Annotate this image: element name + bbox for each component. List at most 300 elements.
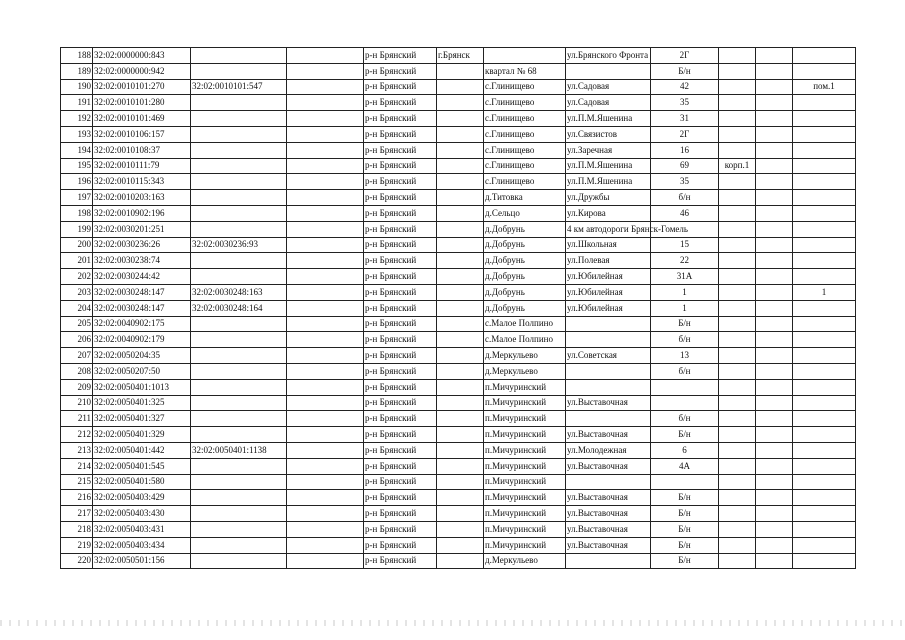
premises-cell xyxy=(793,48,856,64)
related-cadastral-number-cell xyxy=(191,111,287,127)
cadastral-number-cell: 32:02:0010115:343 xyxy=(93,174,191,190)
blank-cell xyxy=(756,363,793,379)
related-cadastral-number-cell xyxy=(191,190,287,206)
blank-cell xyxy=(287,395,364,411)
district-cell: р-н Брянский xyxy=(364,95,437,111)
blank-cell xyxy=(287,237,364,253)
row-number-cell: 198 xyxy=(61,205,93,221)
premises-cell xyxy=(793,95,856,111)
row-number-cell: 192 xyxy=(61,111,93,127)
blank-cell xyxy=(756,537,793,553)
house-number-cell: Б/н xyxy=(651,521,719,537)
related-cadastral-number-cell xyxy=(191,553,287,569)
row-number-cell: 208 xyxy=(61,363,93,379)
row-number-cell: 220 xyxy=(61,553,93,569)
city-cell: г.Брянск xyxy=(437,48,484,64)
blank-cell xyxy=(287,474,364,490)
street-cell xyxy=(566,332,651,348)
premises-cell: 1 xyxy=(793,284,856,300)
street-cell: ул.Советская xyxy=(566,348,651,364)
settlement-cell: д.Добрунь xyxy=(484,284,566,300)
cadastral-number-cell: 32:02:0050207:50 xyxy=(93,363,191,379)
settlement-cell: с.Глинищево xyxy=(484,158,566,174)
related-cadastral-number-cell: 32:02:0030236:93 xyxy=(191,237,287,253)
district-cell: р-н Брянский xyxy=(364,379,437,395)
settlement-cell: д.Меркульево xyxy=(484,363,566,379)
district-cell: р-н Брянский xyxy=(364,363,437,379)
premises-cell xyxy=(793,442,856,458)
blank-cell xyxy=(287,363,364,379)
table-row xyxy=(61,79,856,95)
blank-cell xyxy=(756,490,793,506)
city-cell xyxy=(437,190,484,206)
row-number-cell: 213 xyxy=(61,442,93,458)
premises-cell xyxy=(793,174,856,190)
blank-cell xyxy=(287,79,364,95)
city-cell xyxy=(437,348,484,364)
building-cell xyxy=(719,442,756,458)
related-cadastral-number-cell xyxy=(191,427,287,443)
settlement-cell: д.Титовка xyxy=(484,190,566,206)
blank-cell xyxy=(756,506,793,522)
house-number-cell: 4А xyxy=(651,458,719,474)
related-cadastral-number-cell xyxy=(191,48,287,64)
blank-cell xyxy=(287,142,364,158)
blank-cell xyxy=(287,521,364,537)
table-row xyxy=(61,332,856,348)
blank-cell xyxy=(756,111,793,127)
blank-cell xyxy=(756,332,793,348)
building-cell xyxy=(719,95,756,111)
street-cell: ул.Юбилейная xyxy=(566,284,651,300)
table-row xyxy=(61,48,856,64)
house-number-cell: 31 xyxy=(651,111,719,127)
row-number-cell: 200 xyxy=(61,237,93,253)
building-cell xyxy=(719,205,756,221)
building-cell xyxy=(719,395,756,411)
blank-cell xyxy=(756,458,793,474)
blank-cell xyxy=(287,284,364,300)
street-cell: ул.Выставочная xyxy=(566,490,651,506)
table-row xyxy=(61,348,856,364)
table-row xyxy=(61,442,856,458)
blank-cell xyxy=(756,395,793,411)
premises-cell xyxy=(793,316,856,332)
district-cell: р-н Брянский xyxy=(364,537,437,553)
blank-cell xyxy=(287,269,364,285)
row-number-cell: 214 xyxy=(61,458,93,474)
district-cell: р-н Брянский xyxy=(364,316,437,332)
street-cell: ул.Выставочная xyxy=(566,506,651,522)
row-number-cell: 217 xyxy=(61,506,93,522)
house-number-cell: Б/н xyxy=(651,316,719,332)
settlement-cell: п.Мичуринский xyxy=(484,521,566,537)
premises-cell xyxy=(793,205,856,221)
street-cell xyxy=(566,379,651,395)
table-row xyxy=(61,458,856,474)
house-number-cell: 13 xyxy=(651,348,719,364)
blank-cell xyxy=(287,300,364,316)
house-number-cell: Б/н xyxy=(651,537,719,553)
blank-cell xyxy=(756,221,793,237)
cadastral-number-cell: 32:02:0010108:37 xyxy=(93,142,191,158)
building-cell xyxy=(719,490,756,506)
street-cell xyxy=(566,316,651,332)
blank-cell xyxy=(287,48,364,64)
street-cell: ул.Молодежная xyxy=(566,442,651,458)
cadastral-number-cell: 32:02:0050204:35 xyxy=(93,348,191,364)
cadastral-number-cell: 32:02:0010111:79 xyxy=(93,158,191,174)
premises-cell xyxy=(793,300,856,316)
house-number-cell: б/н xyxy=(651,332,719,348)
cadastral-number-cell: 32:02:0010101:469 xyxy=(93,111,191,127)
street-cell: ул.Брянского Фронта xyxy=(566,48,651,64)
street-cell xyxy=(566,411,651,427)
building-cell xyxy=(719,221,756,237)
street-cell: ул.Выставочная xyxy=(566,537,651,553)
blank-cell xyxy=(287,316,364,332)
row-number-cell: 209 xyxy=(61,379,93,395)
street-cell: ул.Выставочная xyxy=(566,395,651,411)
house-number-cell xyxy=(651,379,719,395)
premises-cell xyxy=(793,474,856,490)
row-number-cell: 219 xyxy=(61,537,93,553)
premises-cell xyxy=(793,379,856,395)
table-row xyxy=(61,190,856,206)
cadastral-number-cell: 32:02:0000000:843 xyxy=(93,48,191,64)
house-number-cell: 2Г xyxy=(651,126,719,142)
table-row xyxy=(61,490,856,506)
building-cell xyxy=(719,332,756,348)
blank-cell xyxy=(756,348,793,364)
table-row xyxy=(61,300,856,316)
blank-cell xyxy=(287,174,364,190)
house-number-cell: Б/н xyxy=(651,427,719,443)
table-row xyxy=(61,142,856,158)
related-cadastral-number-cell xyxy=(191,63,287,79)
building-cell xyxy=(719,363,756,379)
premises-cell xyxy=(793,237,856,253)
settlement-cell: с.Глинищево xyxy=(484,174,566,190)
related-cadastral-number-cell xyxy=(191,537,287,553)
blank-cell xyxy=(756,174,793,190)
street-cell: ул.Школьная xyxy=(566,237,651,253)
row-number-cell: 207 xyxy=(61,348,93,364)
city-cell xyxy=(437,269,484,285)
house-number-cell: Б/н xyxy=(651,553,719,569)
city-cell xyxy=(437,395,484,411)
row-number-cell: 215 xyxy=(61,474,93,490)
district-cell: р-н Брянский xyxy=(364,237,437,253)
house-number-cell: 42 xyxy=(651,79,719,95)
table-row xyxy=(61,395,856,411)
blank-cell xyxy=(287,537,364,553)
building-cell xyxy=(719,190,756,206)
street-cell: ул.Юбилейная xyxy=(566,300,651,316)
row-number-cell: 191 xyxy=(61,95,93,111)
related-cadastral-number-cell xyxy=(191,411,287,427)
blank-cell xyxy=(287,205,364,221)
building-cell xyxy=(719,427,756,443)
house-number-cell: Б/н xyxy=(651,506,719,522)
settlement-cell: п.Мичуринский xyxy=(484,427,566,443)
blank-cell xyxy=(287,490,364,506)
street-cell: ул.Кирова xyxy=(566,205,651,221)
city-cell xyxy=(437,237,484,253)
street-cell xyxy=(566,474,651,490)
related-cadastral-number-cell: 32:02:0030248:163 xyxy=(191,284,287,300)
city-cell xyxy=(437,427,484,443)
cadastral-number-cell: 32:02:0050403:434 xyxy=(93,537,191,553)
settlement-cell: с.Глинищево xyxy=(484,142,566,158)
cadastral-number-cell: 32:02:0010101:280 xyxy=(93,95,191,111)
premises-cell xyxy=(793,221,856,237)
district-cell: р-н Брянский xyxy=(364,174,437,190)
house-number-cell xyxy=(651,474,719,490)
building-cell xyxy=(719,126,756,142)
settlement-cell: с.Глинищево xyxy=(484,111,566,127)
house-number-cell: б/н xyxy=(651,363,719,379)
row-number-cell: 188 xyxy=(61,48,93,64)
related-cadastral-number-cell xyxy=(191,142,287,158)
settlement-cell: д.Меркульево xyxy=(484,553,566,569)
premises-cell xyxy=(793,427,856,443)
premises-cell xyxy=(793,126,856,142)
blank-cell xyxy=(287,506,364,522)
district-cell: р-н Брянский xyxy=(364,348,437,364)
district-cell: р-н Брянский xyxy=(364,48,437,64)
district-cell: р-н Брянский xyxy=(364,253,437,269)
blank-cell xyxy=(756,269,793,285)
building-cell xyxy=(719,269,756,285)
district-cell: р-н Брянский xyxy=(364,111,437,127)
house-number-cell: 1 xyxy=(651,300,719,316)
table-row xyxy=(61,521,856,537)
related-cadastral-number-cell xyxy=(191,363,287,379)
blank-cell xyxy=(756,442,793,458)
related-cadastral-number-cell xyxy=(191,474,287,490)
related-cadastral-number-cell xyxy=(191,158,287,174)
building-cell xyxy=(719,48,756,64)
settlement-cell: д.Добрунь xyxy=(484,221,566,237)
city-cell xyxy=(437,379,484,395)
district-cell: р-н Брянский xyxy=(364,490,437,506)
cadastral-number-cell: 32:02:0030201:251 xyxy=(93,221,191,237)
premises-cell xyxy=(793,411,856,427)
premises-cell xyxy=(793,158,856,174)
related-cadastral-number-cell xyxy=(191,348,287,364)
related-cadastral-number-cell: 32:02:0030248:164 xyxy=(191,300,287,316)
premises-cell xyxy=(793,348,856,364)
blank-cell xyxy=(756,253,793,269)
related-cadastral-number-cell xyxy=(191,221,287,237)
district-cell: р-н Брянский xyxy=(364,190,437,206)
building-cell xyxy=(719,348,756,364)
blank-cell xyxy=(287,95,364,111)
city-cell xyxy=(437,142,484,158)
blank-cell xyxy=(756,190,793,206)
cadastral-number-cell: 32:02:0010203:163 xyxy=(93,190,191,206)
district-cell: р-н Брянский xyxy=(364,63,437,79)
table-row xyxy=(61,221,856,237)
blank-cell xyxy=(287,411,364,427)
settlement-cell: п.Мичуринский xyxy=(484,442,566,458)
related-cadastral-number-cell xyxy=(191,395,287,411)
settlement-cell: п.Мичуринский xyxy=(484,379,566,395)
street-cell: ул.Заречная xyxy=(566,142,651,158)
building-cell xyxy=(719,142,756,158)
cadastral-number-cell: 32:02:0030248:147 xyxy=(93,300,191,316)
row-number-cell: 216 xyxy=(61,490,93,506)
related-cadastral-number-cell: 32:02:0050401:1138 xyxy=(191,442,287,458)
district-cell: р-н Брянский xyxy=(364,553,437,569)
district-cell: р-н Брянский xyxy=(364,332,437,348)
house-number-cell: 22 xyxy=(651,253,719,269)
city-cell xyxy=(437,205,484,221)
street-cell: ул.Садовая xyxy=(566,95,651,111)
house-number-cell: 15 xyxy=(651,237,719,253)
street-cell: ул.Выставочная xyxy=(566,427,651,443)
city-cell xyxy=(437,126,484,142)
district-cell: р-н Брянский xyxy=(364,427,437,443)
blank-cell xyxy=(287,190,364,206)
blank-cell xyxy=(287,158,364,174)
building-cell xyxy=(719,379,756,395)
row-number-cell: 190 xyxy=(61,79,93,95)
related-cadastral-number-cell: 32:02:0010101:547 xyxy=(191,79,287,95)
premises-cell xyxy=(793,190,856,206)
blank-cell xyxy=(756,411,793,427)
settlement-cell: квартал № 68 xyxy=(484,63,566,79)
city-cell xyxy=(437,316,484,332)
city-cell xyxy=(437,521,484,537)
blank-cell xyxy=(756,63,793,79)
table-row xyxy=(61,158,856,174)
settlement-cell: д.Добрунь xyxy=(484,300,566,316)
city-cell xyxy=(437,442,484,458)
blank-cell xyxy=(287,348,364,364)
table-row xyxy=(61,253,856,269)
row-number-cell: 205 xyxy=(61,316,93,332)
cadastral-number-cell: 32:02:0050401:580 xyxy=(93,474,191,490)
related-cadastral-number-cell xyxy=(191,458,287,474)
blank-cell xyxy=(287,63,364,79)
related-cadastral-number-cell xyxy=(191,174,287,190)
settlement-cell: п.Мичуринский xyxy=(484,458,566,474)
table-row xyxy=(61,174,856,190)
city-cell xyxy=(437,111,484,127)
street-cell: ул.Выставочная xyxy=(566,521,651,537)
settlement-cell: д.Сельцо xyxy=(484,205,566,221)
cadastral-number-cell: 32:02:0050401:325 xyxy=(93,395,191,411)
table-row xyxy=(61,284,856,300)
settlement-cell: д.Добрунь xyxy=(484,237,566,253)
premises-cell xyxy=(793,269,856,285)
house-number-cell: б/н xyxy=(651,411,719,427)
building-cell xyxy=(719,506,756,522)
premises-cell xyxy=(793,111,856,127)
cadastral-number-cell: 32:02:0050401:1013 xyxy=(93,379,191,395)
cadastral-number-cell: 32:02:0000000:942 xyxy=(93,63,191,79)
street-cell: ул.Дружбы xyxy=(566,190,651,206)
blank-cell xyxy=(756,48,793,64)
premises-cell xyxy=(793,490,856,506)
city-cell xyxy=(437,506,484,522)
row-number-cell: 193 xyxy=(61,126,93,142)
cadastral-number-cell: 32:02:0050501:156 xyxy=(93,553,191,569)
related-cadastral-number-cell xyxy=(191,332,287,348)
table-row xyxy=(61,126,856,142)
blank-cell xyxy=(756,79,793,95)
table-row xyxy=(61,537,856,553)
cadastral-number-cell: 32:02:0050403:429 xyxy=(93,490,191,506)
district-cell: р-н Брянский xyxy=(364,458,437,474)
building-cell xyxy=(719,63,756,79)
street-cell: ул.П.М.Яшенина xyxy=(566,174,651,190)
blank-cell xyxy=(756,316,793,332)
related-cadastral-number-cell xyxy=(191,95,287,111)
premises-cell xyxy=(793,63,856,79)
house-number-cell: 35 xyxy=(651,174,719,190)
city-cell xyxy=(437,474,484,490)
blank-cell xyxy=(756,427,793,443)
settlement-cell: п.Мичуринский xyxy=(484,537,566,553)
house-number-cell: 69 xyxy=(651,158,719,174)
street-cell: 4 км автодороги Брянск-Гомель xyxy=(566,221,651,237)
house-number-cell: 2Г xyxy=(651,48,719,64)
district-cell: р-н Брянский xyxy=(364,126,437,142)
building-cell xyxy=(719,111,756,127)
table-row xyxy=(61,553,856,569)
city-cell xyxy=(437,95,484,111)
cadastral-number-cell: 32:02:0030236:26 xyxy=(93,237,191,253)
settlement-cell: п.Мичуринский xyxy=(484,490,566,506)
building-cell xyxy=(719,411,756,427)
cadastral-number-cell: 32:02:0030244:42 xyxy=(93,269,191,285)
settlement-cell: с.Малое Полпино xyxy=(484,332,566,348)
house-number-cell xyxy=(651,395,719,411)
settlement-cell: с.Малое Полпино xyxy=(484,316,566,332)
settlement-cell: п.Мичуринский xyxy=(484,474,566,490)
premises-cell xyxy=(793,253,856,269)
city-cell xyxy=(437,221,484,237)
blank-cell xyxy=(756,521,793,537)
district-cell: р-н Брянский xyxy=(364,269,437,285)
cadastral-number-cell: 32:02:0050403:430 xyxy=(93,506,191,522)
row-number-cell: 189 xyxy=(61,63,93,79)
premises-cell xyxy=(793,142,856,158)
street-cell xyxy=(566,63,651,79)
table-row xyxy=(61,63,856,79)
house-number-cell: Б/н xyxy=(651,490,719,506)
district-cell: р-н Брянский xyxy=(364,521,437,537)
street-cell xyxy=(566,553,651,569)
settlement-cell: с.Глинищево xyxy=(484,95,566,111)
row-number-cell: 196 xyxy=(61,174,93,190)
table-row xyxy=(61,111,856,127)
city-cell xyxy=(437,411,484,427)
settlement-cell xyxy=(484,48,566,64)
related-cadastral-number-cell xyxy=(191,253,287,269)
table-row xyxy=(61,363,856,379)
district-cell: р-н Брянский xyxy=(364,142,437,158)
house-number-cell: 1 xyxy=(651,284,719,300)
blank-cell xyxy=(287,442,364,458)
blank-cell xyxy=(756,142,793,158)
city-cell xyxy=(437,332,484,348)
blank-cell xyxy=(756,379,793,395)
cadastral-number-cell: 32:02:0010902:196 xyxy=(93,205,191,221)
